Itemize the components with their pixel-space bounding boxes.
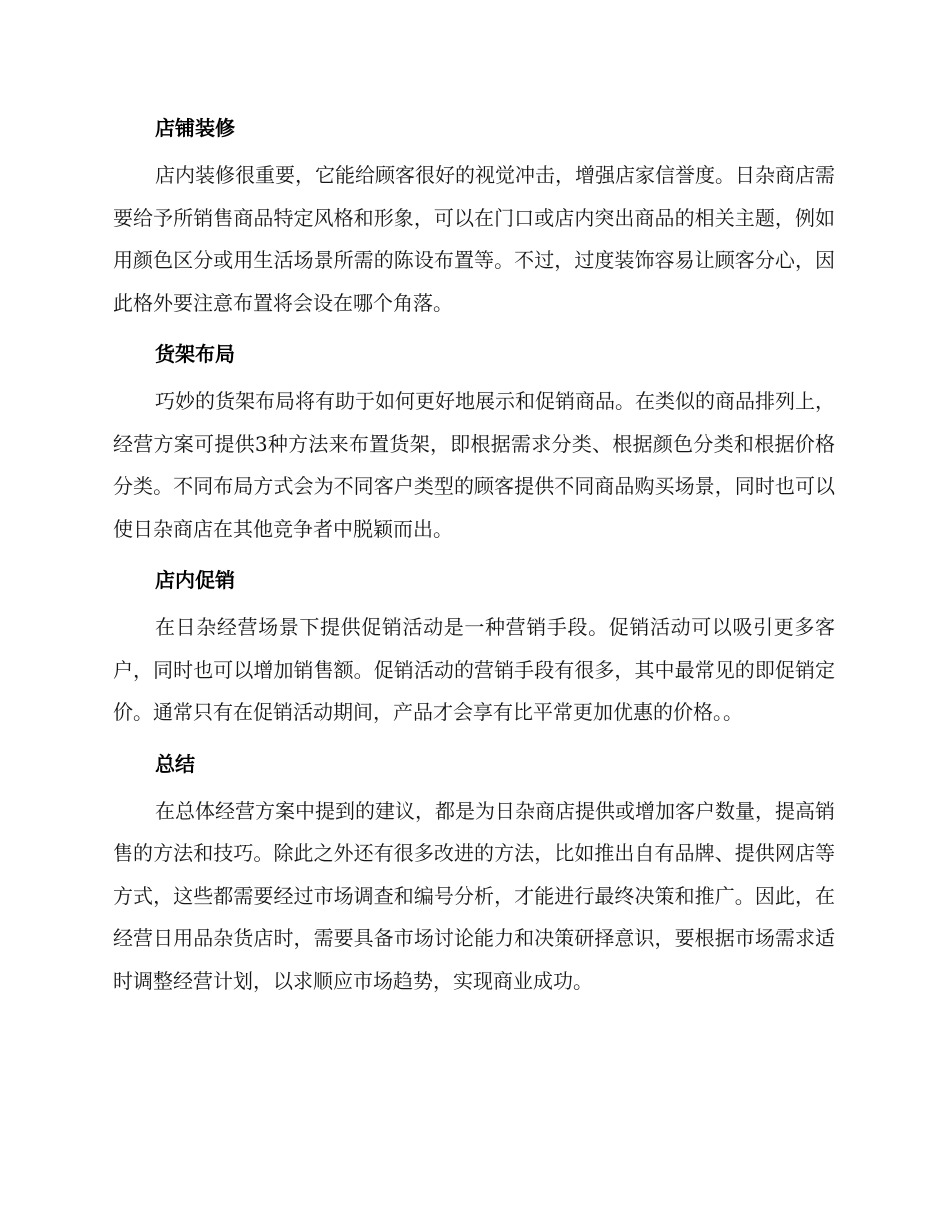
section-heading: 店铺装修: [155, 116, 235, 140]
section-paragraph: 在总体经营方案中提到的建议，都是为日杂商店提供或增加客户数量，提高销售的方法和技巧。除此之外还有很多改进的方法，比如推出自有品牌、提供网店等方式，这些都需要经过市场调查和编号分析，才能进行最终决策和推广。因此，在经营日用品杂货店时，需要具备市场讨论能力和决策研择意识，要根据市场需求适时调整经营计划，以求顺应市场趋势，实现商业成功。: [113, 798, 835, 993]
section-summary: [113, 744, 835, 1003]
section-paragraph: 店内装修很重要，它能给顾客很好的视觉冲击，增强店家信誉度。日杂商店需要给予所销售商品特定风格和形象，可以在门口或店内突出商品的相关主题，例如用颜色区分或用生活场景所需的陈设布置等。不过，过度装饰容易让顾客分心，因此格外要注意布置将会设在哪个角落。: [113, 163, 835, 315]
section-store-decoration: [113, 108, 835, 324]
section-heading: 货架布局: [155, 342, 235, 366]
section-paragraph: 巧妙的货架布局将有助于如何更好地展示和促销商品。在类似的商品排列上，经营方案可提供3种方法来布置货架，即根据需求分类、根据颜色分类和根据价格分类。不同布局方式会为不同客户类型的顾客提供不同商品购买场景，同时也可以使日杂商店在其他竞争者中脱颖而出。: [113, 389, 835, 541]
section-paragraph: 在日杂经营场景下提供促销活动是一种营销手段。促销活动可以吸引更多客户，同时也可以增加销售额。促销活动的营销手段有很多，其中最常见的即促销定价。通常只有在促销活动期间，产品才会享有比平常更加优惠的价格。。: [113, 615, 835, 724]
document-page: [113, 108, 835, 1012]
section-heading: 店内促销: [155, 568, 235, 592]
section-in-store-promotion: [113, 560, 835, 734]
section-heading: 总结: [155, 751, 195, 776]
section-shelf-layout: [113, 334, 835, 550]
